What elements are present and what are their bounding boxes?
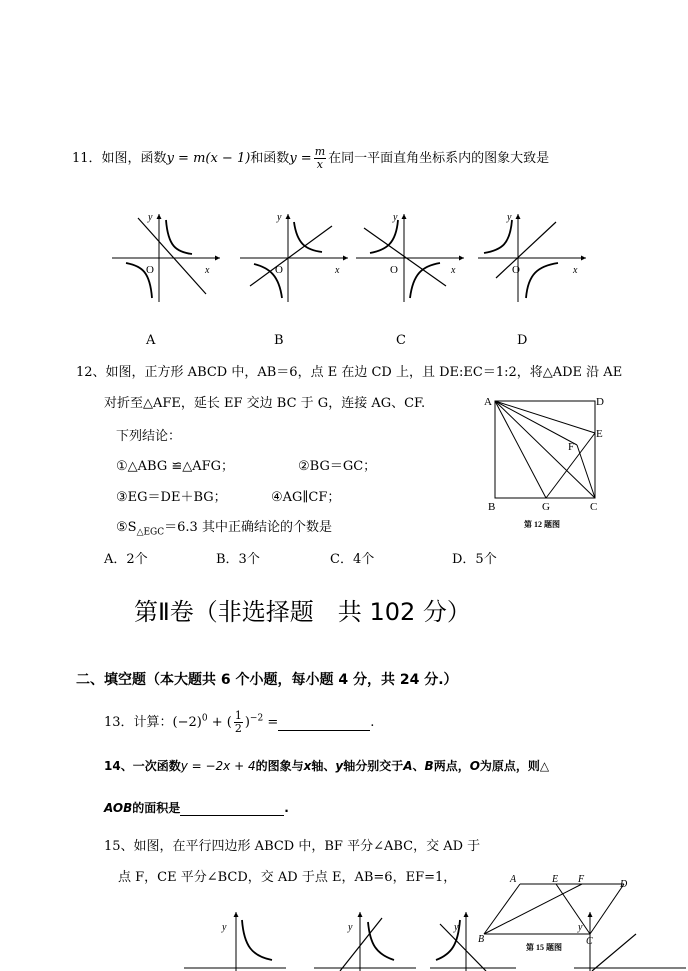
q14-post-a: 的图象与: [255, 759, 304, 773]
q11-func2-lhs: y =: [289, 151, 312, 166]
q11-graph-c: [352, 206, 472, 306]
q14-end: .: [284, 801, 289, 815]
q12-fig-label-d: D: [596, 396, 604, 408]
q11-a-x-label: x: [205, 265, 210, 276]
q15-fig-label-d: D: [620, 879, 628, 890]
q11-graph-label-b: B: [274, 333, 284, 348]
q11-a-origin: O: [146, 264, 154, 276]
q13-eq: =: [263, 715, 279, 730]
q14-post-b: 轴、: [311, 759, 336, 773]
q13-expr1: (−2): [172, 715, 202, 730]
q15-fig-caption: 第 15 题图: [526, 943, 562, 952]
q11-func2-num: m: [314, 145, 326, 158]
q14-func: y = −2x + 4: [180, 759, 256, 773]
q11-b-x-label: x: [335, 265, 340, 276]
q11-graph-label-d: D: [517, 333, 528, 348]
q12-option-a: A．2个: [104, 552, 148, 567]
q11-graph-a: [108, 206, 228, 306]
bottom-graph-2: [310, 904, 420, 971]
q14-x: x: [303, 759, 312, 773]
q14-aob: AOB: [104, 801, 133, 815]
q11-graph-b: [236, 206, 356, 306]
q15-fig-label-e: E: [552, 874, 559, 885]
q15-fig-label-a: A: [510, 874, 517, 885]
q12-conclusion-3: ③EG＝DE＋BG；: [116, 490, 227, 505]
q14-line2-post: 的面积是: [132, 801, 181, 815]
q11-c-y-label: y: [393, 212, 398, 223]
q11-c-x-label: x: [451, 265, 456, 276]
q12-c5-post: ＝6.3 其中正确结论的个数是: [164, 520, 332, 535]
q12-fig-label-c: C: [590, 501, 598, 513]
bottom-graph-1: [180, 904, 290, 971]
q11-graph-label-a: A: [146, 333, 156, 348]
q14-pre: 14、一次函数: [104, 759, 181, 773]
bottom-graph-4: [570, 904, 688, 971]
q14-b: B: [424, 759, 434, 773]
q11-graph-label-c: C: [396, 333, 406, 348]
q14-sep: 、: [412, 759, 425, 773]
q14-y: y: [335, 759, 344, 773]
q15-fig-label-b: B: [478, 934, 485, 945]
q14-o: O: [469, 759, 480, 773]
q13-frac-den: 2: [234, 722, 242, 735]
q14-post-d: 两点，: [433, 759, 470, 773]
q11-d-y-label: y: [507, 212, 512, 223]
q15-fig-label-f: F: [578, 874, 585, 885]
q11-suffix: 在同一平面直角坐标系内的图象大致是: [328, 151, 550, 166]
section2-title: 二、填空题（本大题共 6 个小题，每小题 4 分，共 24 分.）: [76, 672, 458, 688]
q12-conclusion-4: ④AG∥CF；: [271, 490, 341, 505]
q12-fig-label-g: G: [542, 501, 550, 513]
q13-stem: [104, 710, 374, 735]
q12-line1: 12、如图，正方形 ABCD 中，AB＝6，点 E 在边 CD 上，且 DE:EC＝1:2，将△ADE 沿 AE: [76, 365, 623, 380]
q11-d-origin: O: [512, 264, 520, 276]
q11-func2-fraction: [314, 146, 326, 171]
q12-figure: [480, 390, 610, 530]
q13-prefix: 13．计算：: [104, 715, 173, 730]
q11-mid: 和函数: [250, 151, 290, 166]
q11-prefix: 如图，函数: [101, 151, 167, 166]
q13-frac-num: 1: [234, 709, 242, 722]
q13-end: .: [370, 715, 375, 730]
q12-option-d: D．5个: [452, 552, 497, 567]
part2-title: 第Ⅱ卷（非选择题 共 102 分）: [134, 598, 471, 626]
q14-a: A: [403, 759, 413, 773]
q13-fraction: [234, 710, 243, 735]
q15-line2: 点 F，CE 平分∠BCD，交 AD 于点 E，AB=6，EF=1，: [118, 870, 457, 885]
q11-stem: [72, 146, 549, 171]
q12-fig-label-f: F: [568, 441, 575, 453]
q14-line1: [104, 757, 549, 774]
q13-exp1: 0: [201, 713, 208, 724]
q12-line3: 下列结论：: [116, 429, 182, 444]
q11-number: 11．: [72, 151, 102, 166]
q12-fig-label-b: B: [488, 501, 496, 513]
q11-c-origin: O: [390, 264, 398, 276]
q14-answer-blank[interactable]: [180, 801, 284, 816]
q15-line1: 15、如图，在平行四边形 ABCD 中，BF 平分∠ABC，交 AD 于: [104, 839, 481, 854]
q11-func2-den: x: [316, 158, 324, 171]
q12-conclusion-5: [116, 516, 332, 538]
q12-conclusion-1: ①△ABG ≌△AFG；: [116, 459, 235, 474]
svg-text:y: y: [578, 922, 583, 933]
q14-post-c: 轴分别交于: [343, 759, 404, 773]
q12-option-c: C．4个: [330, 552, 375, 567]
q11-func1: y = m(x − 1): [166, 151, 251, 166]
q12-fig-label-e: E: [596, 428, 603, 440]
svg-text:y: y: [348, 922, 353, 933]
q12-fig-caption: 第 12 题图: [524, 520, 560, 529]
q12-c5-sub: △EGC: [136, 527, 165, 538]
q12-option-b: B．3个: [216, 552, 260, 567]
svg-text:y: y: [222, 922, 227, 933]
q14-line2: [104, 799, 289, 816]
q13-answer-blank[interactable]: [278, 715, 370, 731]
q12-c5-pre: ⑤S: [116, 520, 137, 535]
q13-close: ): [244, 715, 250, 730]
q11-graph-d: [474, 206, 594, 306]
q11-d-x-label: x: [573, 265, 578, 276]
q15-fig-label-c: C: [586, 936, 593, 947]
bottom-graph-3: [426, 904, 518, 971]
q12-fig-label-a: A: [484, 396, 492, 408]
q11-b-origin: O: [275, 264, 283, 276]
svg-text:y: y: [454, 922, 459, 933]
q13-exp2: −2: [249, 713, 264, 724]
q11-b-y-label: y: [277, 212, 282, 223]
q11-a-y-label: y: [148, 212, 153, 223]
q13-plus: + (: [207, 715, 232, 730]
q14-post-e: 为原点，则△: [479, 759, 550, 773]
q12-conclusion-2: ②BG＝GC；: [298, 459, 377, 474]
q12-line2: 对折至△AFE，延长 EF 交边 BC 于 G，连接 AG、CF.: [104, 396, 426, 411]
